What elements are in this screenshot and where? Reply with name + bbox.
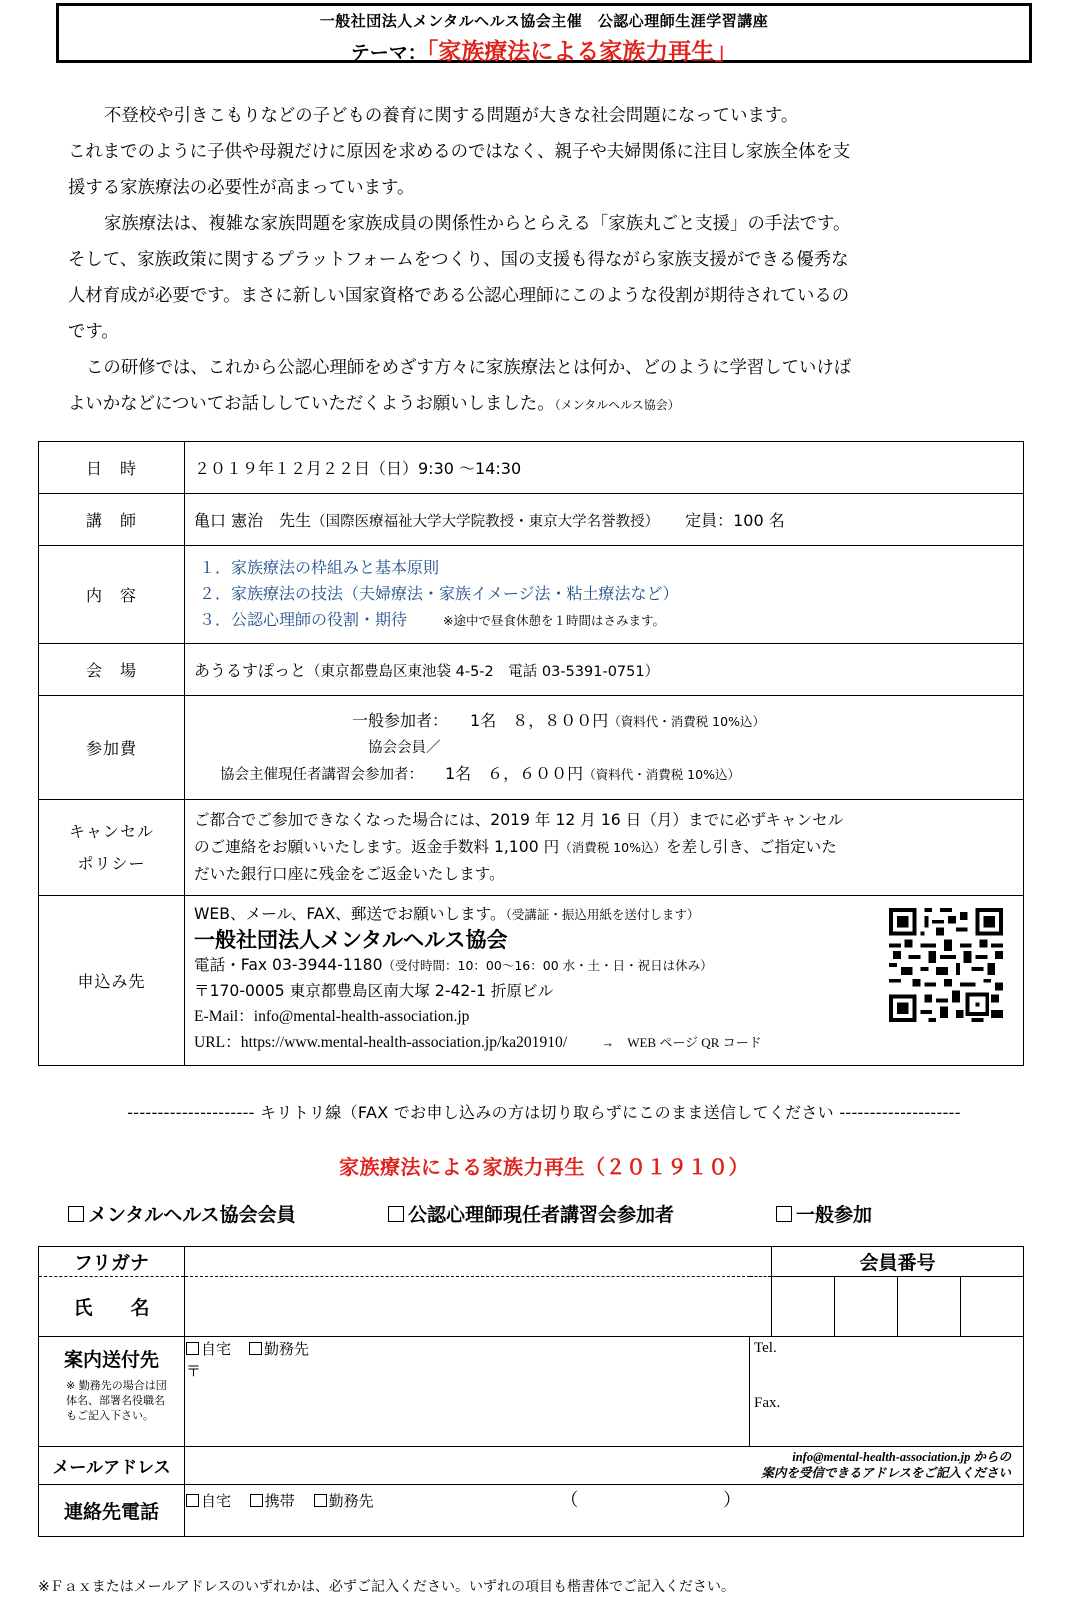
intro-line: です。 xyxy=(68,322,119,342)
venue-detail: （東京都豊島区東池袋 4-5-2 電話 03-5391-0751） xyxy=(306,664,660,680)
cut-line: --------------------- キリトリ線（FAX でお申し込みの方は切り取らずにこのまま送信してください -------------------- xyxy=(127,1103,961,1122)
intro-source: （メンタルヘルス協会） xyxy=(554,398,680,412)
cancel-tax-note: （消費税 10%込） xyxy=(559,840,666,855)
checkbox-icon[interactable] xyxy=(388,1206,404,1222)
check-trainee[interactable] xyxy=(388,1200,674,1227)
header-box xyxy=(56,3,1032,63)
tel-fax-field[interactable] xyxy=(750,1337,1024,1447)
cancel-label-2: ポリシー xyxy=(77,853,146,873)
capacity: 定員：100 名 xyxy=(685,511,785,530)
cancel-value xyxy=(185,800,1024,896)
phone-label: 連絡先電話 xyxy=(39,1485,185,1537)
content-value xyxy=(185,546,1024,644)
fee-note: （資料代・消費税 10%込） xyxy=(608,713,765,729)
lecturer-name: 亀口 憲治 先生 xyxy=(194,511,312,530)
cancel-label xyxy=(39,800,185,896)
address-opt-home: 自宅 xyxy=(201,1340,232,1358)
content-item: ３．公認心理師の役割・期待 xyxy=(199,610,408,629)
checkbox-icon[interactable] xyxy=(68,1206,84,1222)
cancel-line xyxy=(194,834,1022,861)
phone-paren-close: ） xyxy=(723,1490,742,1511)
content-label: 内 容 xyxy=(39,546,185,644)
member-no-cell[interactable] xyxy=(898,1277,961,1337)
intro-line: そして、家族政策に関するプラットフォームをつくり、国の支援も得ながら家族支援ができる優秀な xyxy=(68,250,849,270)
furigana-label: フリガナ xyxy=(39,1247,185,1277)
intro-line: 援する家族療法の必要性が高まっています。 xyxy=(68,178,415,198)
member-no-cell[interactable] xyxy=(772,1277,835,1337)
checkbox-icon[interactable] xyxy=(186,1494,199,1507)
email-label: メールアドレス xyxy=(39,1447,185,1485)
apply-email: E-Mail：info@mental-health-association.jp xyxy=(194,1008,470,1025)
fee-member-label2: 協会主催現任者講習会参加者： xyxy=(220,766,423,783)
theme-title: 「家族療法による家族力再生」 xyxy=(426,39,738,65)
apply-label: 申込み先 xyxy=(39,896,185,1066)
fee-general-row xyxy=(194,708,1022,735)
apply-hours: （受付時間：10：00～16：00 水・土・日・祝日は休み） xyxy=(382,958,713,973)
theme-line xyxy=(59,33,1029,66)
form-title: 家族療法による家族力再生（２０１９１０） xyxy=(339,1155,749,1179)
phone-opt-home: 自宅 xyxy=(201,1492,232,1510)
member-no-cell[interactable] xyxy=(835,1277,898,1337)
phone-paren-open: （ xyxy=(560,1490,579,1511)
venue-label: 会 場 xyxy=(39,644,185,696)
check-general[interactable] xyxy=(776,1200,872,1227)
cancel-line: だいた銀行口座に残金をご返金いたします。 xyxy=(194,865,505,883)
fax-label: Fax. xyxy=(754,1395,781,1411)
name-label: 氏 名 xyxy=(39,1277,185,1337)
checkbox-icon[interactable] xyxy=(249,1342,262,1355)
lecturer-title: （国際医療福祉大学大学院教授・東京大学名誉教授） xyxy=(311,514,660,530)
intro-line-text: よいかなどについてお話ししていただくようお願いしました。 xyxy=(68,394,555,414)
fee-label: 参加費 xyxy=(39,696,185,800)
apply-methods: WEB、メール、FAX、郵送でお願いします。 xyxy=(194,905,506,923)
address-field[interactable] xyxy=(185,1337,750,1447)
date-value: ２０１９年１２月２２日（日）9:30 ～14:30 xyxy=(185,442,1024,494)
content-note: ※途中で昼食休憩を１時間はさみます。 xyxy=(443,613,665,628)
intro-line: この研修では、これから公認心理師をめざす方々に家族療法とは何か、どのように学習していけば xyxy=(86,358,852,378)
intro-line: これまでのように子供や母親だけに原因を求めるのではなく、親子や夫婦関係に注目し家族全体を支 xyxy=(68,142,851,162)
phone-opt-work: 勤務先 xyxy=(328,1492,374,1510)
apply-methods-note: （受講証・振込用紙を送付します） xyxy=(505,907,700,922)
cancel-text: のご連絡をお願いいたします。返金手数料 1,100 円 xyxy=(194,838,560,856)
content-item: ２．家族療法の技法（夫婦療法・家族イメージ法・粘土療法など） xyxy=(199,584,679,603)
organizer-line: 一般社団法人メンタルヘルス協会主催 公認心理師生涯学習講座 xyxy=(319,12,769,30)
phone-opt-mobile: 携帯 xyxy=(264,1492,295,1510)
theme-label: テーマ： xyxy=(350,42,427,64)
checkbox-icon[interactable] xyxy=(314,1494,327,1507)
apply-url[interactable]: URL：https://www.mental-health-association.jp/ka201910/ xyxy=(194,1033,568,1051)
apply-address: 〒170-0005 東京都豊島区南大塚 2-42-1 折原ビル xyxy=(194,981,554,1000)
intro-line: 家族療法は、複雑な家族問題を家族成員の関係性からとらえる「家族丸ごと支援」の手法です。 xyxy=(104,214,851,234)
venue-value xyxy=(185,644,1024,696)
address-label-cell xyxy=(39,1337,185,1447)
cancel-text: を差し引き、ご指定いた xyxy=(665,838,837,856)
member-no-label: 会員番号 xyxy=(772,1247,1024,1277)
apply-value xyxy=(185,896,1024,1066)
intro-line: 不登校や引きこもりなどの子どもの養育に関する問題が大きな社会問題になっています。 xyxy=(104,106,799,126)
intro-line xyxy=(68,386,1008,423)
check-general-label: 一般参加 xyxy=(796,1204,873,1226)
tel-label: Tel. xyxy=(754,1340,777,1356)
check-member-label: メンタルヘルス協会会員 xyxy=(88,1204,296,1226)
apply-org: 一般社団法人メンタルヘルス協会 xyxy=(194,927,508,952)
fee-general-amount: 1名 ８，８００円 xyxy=(470,710,609,730)
address-label: 案内送付先 xyxy=(63,1349,159,1371)
qr-caption: → WEB ページ QR コード xyxy=(601,1034,762,1050)
info-table xyxy=(38,441,1024,1066)
address-options xyxy=(186,1338,748,1360)
address-note: ※ 勤務先の場合は団体名、部署名役職名もご記入下さい。 xyxy=(66,1379,167,1422)
email-field[interactable] xyxy=(185,1447,1024,1485)
fee-member-label1: 協会会員／ xyxy=(368,739,441,756)
checkbox-icon[interactable] xyxy=(776,1206,792,1222)
fee-member-amount: 1名 ６，６００円 xyxy=(445,763,584,783)
lecturer-value xyxy=(185,494,1024,546)
application-form xyxy=(38,1246,1024,1537)
furigana-field[interactable] xyxy=(185,1247,772,1277)
postal-mark: 〒 xyxy=(186,1362,202,1380)
qr-code-icon[interactable] xyxy=(889,908,1003,1022)
fee-member-row xyxy=(194,761,1022,788)
check-member[interactable] xyxy=(68,1200,296,1227)
checkbox-icon[interactable] xyxy=(186,1342,199,1355)
intro-line: 人材育成が必要です。まさに新しい国家資格である公認心理師にこのような役割が期待されているの xyxy=(68,286,850,306)
apply-url-row xyxy=(194,1030,1022,1056)
cancel-label-1: キャンセル xyxy=(68,821,154,841)
member-no-cell[interactable] xyxy=(961,1277,1024,1337)
venue-name: あうるすぽっと xyxy=(194,661,307,680)
cancel-line: ご都合でご参加できなくなった場合には、2019 年 12 月 16 日（月）までに必ずキャンセル xyxy=(194,811,844,829)
email-note: 案内を受信できるアドレスをご記入ください xyxy=(761,1466,1011,1480)
footer-note: ※Ｆａｘまたはメールアドレスのいずれかは、必ずご記入ください。いずれの項目も楷書体でご記入ください。 xyxy=(38,1579,736,1595)
fee-value xyxy=(185,696,1024,800)
fee-general-label: 一般参加者： xyxy=(352,710,449,730)
name-field[interactable] xyxy=(185,1277,772,1337)
address-opt-work: 勤務先 xyxy=(264,1340,310,1358)
email-note: info@mental-health-association.jp からの xyxy=(792,1450,1011,1464)
lecturer-label: 講 師 xyxy=(39,494,185,546)
intro-text xyxy=(68,98,1008,423)
phone-field[interactable] xyxy=(185,1485,1024,1537)
apply-phone: 電話・Fax 03-3944-1180 xyxy=(194,956,383,974)
content-item-row xyxy=(199,607,1022,634)
date-label: 日 時 xyxy=(39,442,185,494)
checkbox-icon[interactable] xyxy=(250,1494,263,1507)
content-item: １．家族療法の枠組みと基本原則 xyxy=(199,558,440,577)
fee-note: （資料代・消費税 10%込） xyxy=(583,766,740,782)
check-trainee-label: 公認心理師現任者講習会参加者 xyxy=(408,1204,675,1226)
